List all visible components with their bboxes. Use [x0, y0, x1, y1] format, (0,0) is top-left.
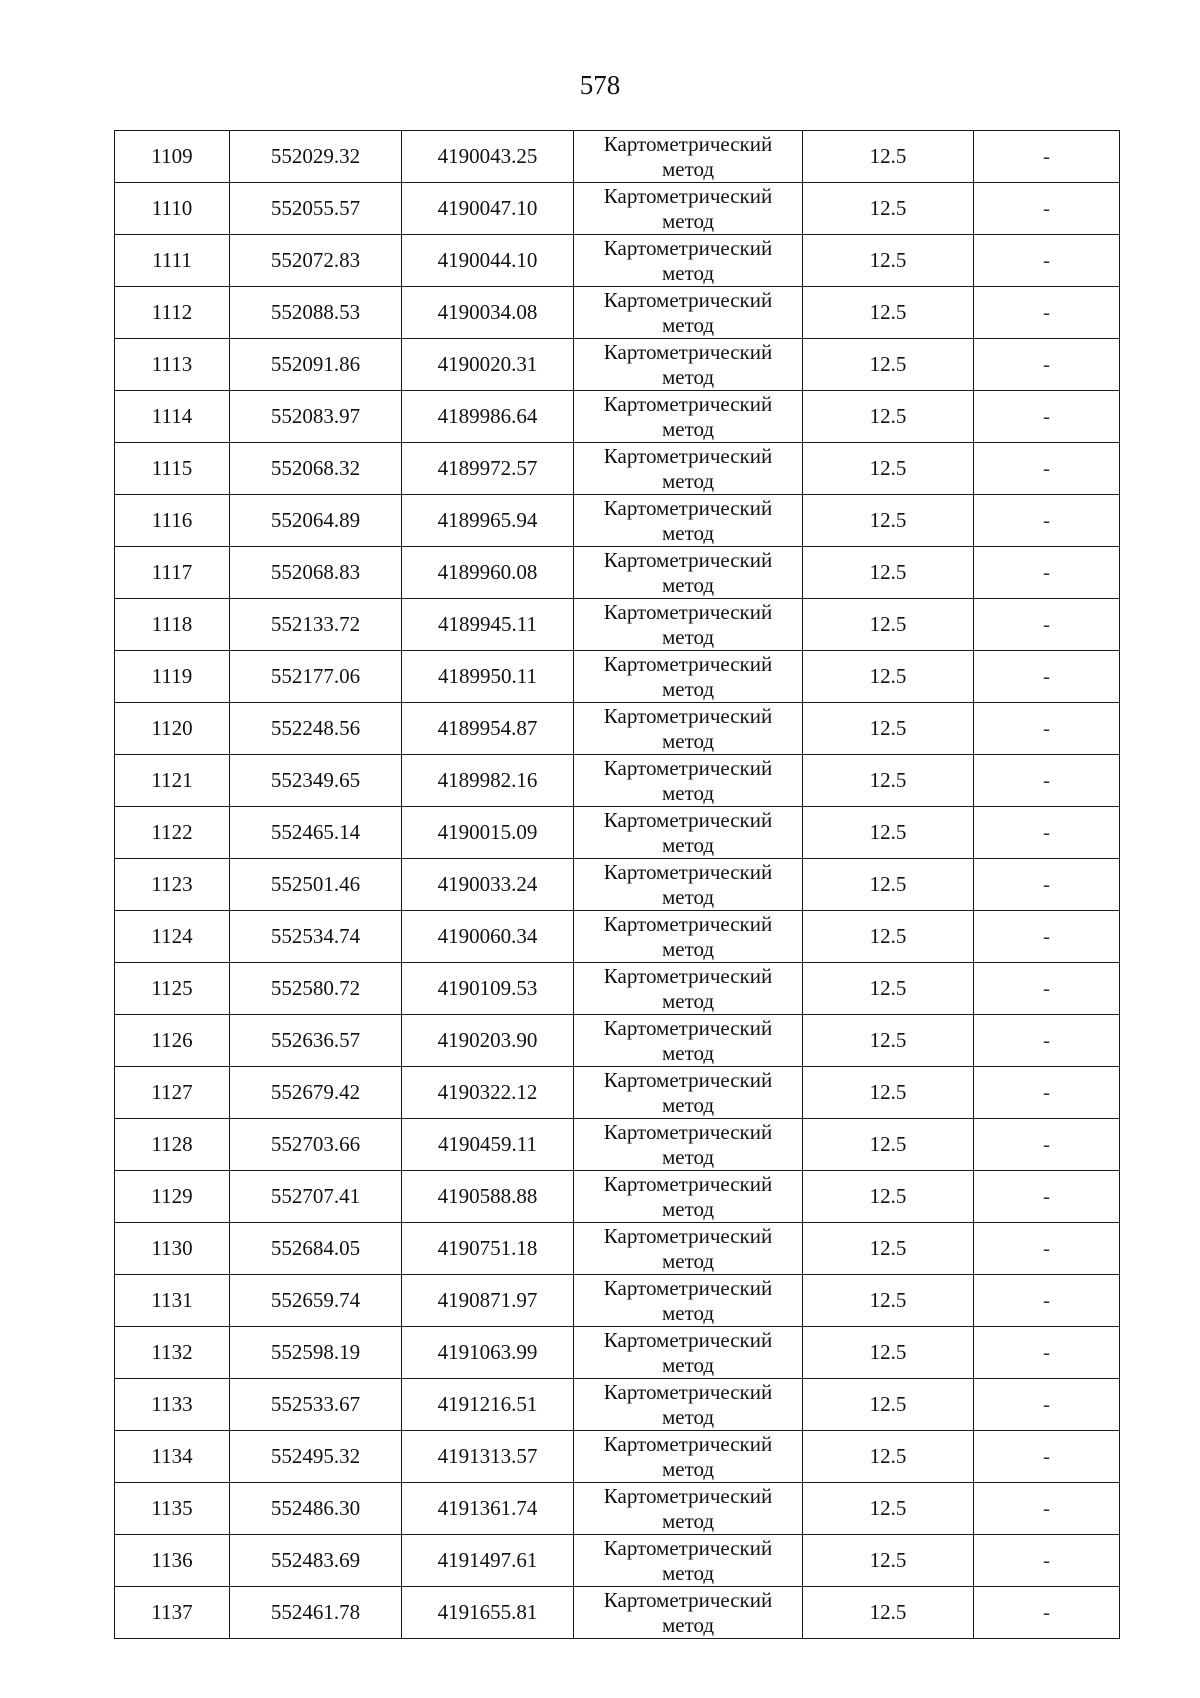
method-label-line2: метод	[661, 1508, 715, 1533]
method-cell	[574, 1223, 803, 1275]
precision-cell: 12.5	[803, 1223, 974, 1275]
method-label-line1: Картометрический	[603, 183, 773, 208]
table-row	[115, 1067, 1120, 1119]
note-cell: -	[974, 1067, 1120, 1119]
y-coordinate-cell: 4189972.57	[402, 443, 574, 495]
point-number-cell: 1110	[115, 183, 230, 235]
x-coordinate-cell: 552534.74	[230, 911, 402, 963]
x-coordinate-cell: 552055.57	[230, 183, 402, 235]
method-label-line2: метод	[661, 884, 715, 909]
method-label-line2: метод	[661, 416, 715, 441]
method-label-line1: Картометрический	[603, 1067, 773, 1092]
page-number: 578	[579, 70, 621, 100]
method-label-line2: метод	[661, 156, 715, 181]
method-label-line2: метод	[661, 780, 715, 805]
precision-cell: 12.5	[803, 391, 974, 443]
table-row	[115, 443, 1120, 495]
method-cell	[574, 547, 803, 599]
method-label-line1: Картометрический	[603, 1223, 773, 1248]
method-label-line2: метод	[661, 1144, 715, 1169]
y-coordinate-cell: 4190588.88	[402, 1171, 574, 1223]
method-label-line2: метод	[661, 1196, 715, 1221]
method-cell	[574, 1535, 803, 1587]
note-cell: -	[974, 183, 1120, 235]
x-coordinate-cell: 552091.86	[230, 339, 402, 391]
y-coordinate-cell: 4190047.10	[402, 183, 574, 235]
method-label-line1: Картометрический	[603, 1535, 773, 1560]
method-label-line2: метод	[661, 1092, 715, 1117]
precision-cell: 12.5	[803, 703, 974, 755]
method-label-line1: Картометрический	[603, 131, 773, 156]
note-cell: -	[974, 131, 1120, 183]
method-label-line1: Картометрический	[603, 859, 773, 884]
y-coordinate-cell: 4190109.53	[402, 963, 574, 1015]
method-label-line1: Картометрический	[603, 1587, 773, 1612]
point-number-cell: 1136	[115, 1535, 230, 1587]
point-number-cell: 1127	[115, 1067, 230, 1119]
method-cell	[574, 651, 803, 703]
x-coordinate-cell: 552068.83	[230, 547, 402, 599]
method-label-line2: метод	[661, 1040, 715, 1065]
method-label-line2: метод	[661, 988, 715, 1013]
y-coordinate-cell: 4190203.90	[402, 1015, 574, 1067]
x-coordinate-cell: 552068.32	[230, 443, 402, 495]
method-label-line1: Картометрический	[603, 1119, 773, 1144]
precision-cell: 12.5	[803, 807, 974, 859]
method-label-line1: Картометрический	[603, 235, 773, 260]
note-cell: -	[974, 1223, 1120, 1275]
method-label-line1: Картометрический	[603, 1327, 773, 1352]
note-cell: -	[974, 1327, 1120, 1379]
method-label-line1: Картометрический	[603, 807, 773, 832]
note-cell: -	[974, 287, 1120, 339]
method-label-line2: метод	[661, 312, 715, 337]
method-label-line2: метод	[661, 1404, 715, 1429]
point-number-cell: 1114	[115, 391, 230, 443]
method-label-line2: метод	[661, 520, 715, 545]
x-coordinate-cell: 552483.69	[230, 1535, 402, 1587]
x-coordinate-cell: 552580.72	[230, 963, 402, 1015]
table-row	[115, 755, 1120, 807]
method-label-line2: метод	[661, 936, 715, 961]
x-coordinate-cell: 552679.42	[230, 1067, 402, 1119]
method-label-line1: Картометрический	[603, 443, 773, 468]
x-coordinate-cell: 552088.53	[230, 287, 402, 339]
table-row	[115, 859, 1120, 911]
table-row	[115, 339, 1120, 391]
x-coordinate-cell: 552349.65	[230, 755, 402, 807]
point-number-cell: 1132	[115, 1327, 230, 1379]
method-cell	[574, 339, 803, 391]
x-coordinate-cell: 552495.32	[230, 1431, 402, 1483]
x-coordinate-cell: 552064.89	[230, 495, 402, 547]
point-number-cell: 1135	[115, 1483, 230, 1535]
table-row	[115, 1327, 1120, 1379]
precision-cell: 12.5	[803, 1015, 974, 1067]
method-cell	[574, 287, 803, 339]
point-number-cell: 1121	[115, 755, 230, 807]
y-coordinate-cell: 4190043.25	[402, 131, 574, 183]
x-coordinate-cell: 552465.14	[230, 807, 402, 859]
coordinates-table	[114, 130, 1120, 1639]
table-row	[115, 651, 1120, 703]
y-coordinate-cell: 4190459.11	[402, 1119, 574, 1171]
method-label-line2: метод	[661, 1560, 715, 1585]
point-number-cell: 1125	[115, 963, 230, 1015]
method-cell	[574, 599, 803, 651]
method-label-line1: Картометрический	[603, 339, 773, 364]
method-label-line2: метод	[661, 1300, 715, 1325]
note-cell: -	[974, 963, 1120, 1015]
y-coordinate-cell: 4191361.74	[402, 1483, 574, 1535]
point-number-cell: 1120	[115, 703, 230, 755]
method-cell	[574, 755, 803, 807]
table-row	[115, 1483, 1120, 1535]
point-number-cell: 1126	[115, 1015, 230, 1067]
x-coordinate-cell: 552177.06	[230, 651, 402, 703]
method-label-line1: Картометрический	[603, 1379, 773, 1404]
point-number-cell: 1122	[115, 807, 230, 859]
x-coordinate-cell: 552248.56	[230, 703, 402, 755]
y-coordinate-cell: 4191655.81	[402, 1587, 574, 1639]
note-cell: -	[974, 1275, 1120, 1327]
method-label-line1: Картометрический	[603, 911, 773, 936]
method-cell	[574, 1327, 803, 1379]
precision-cell: 12.5	[803, 1587, 974, 1639]
point-number-cell: 1115	[115, 443, 230, 495]
method-cell	[574, 443, 803, 495]
method-label-line1: Картометрический	[603, 755, 773, 780]
method-cell	[574, 703, 803, 755]
method-label-line2: метод	[661, 624, 715, 649]
precision-cell: 12.5	[803, 651, 974, 703]
table-row	[115, 235, 1120, 287]
table-row	[115, 911, 1120, 963]
note-cell: -	[974, 495, 1120, 547]
method-cell	[574, 963, 803, 1015]
method-label-line2: метод	[661, 728, 715, 753]
table-row	[115, 1587, 1120, 1639]
point-number-cell: 1118	[115, 599, 230, 651]
note-cell: -	[974, 1431, 1120, 1483]
point-number-cell: 1112	[115, 287, 230, 339]
table-row	[115, 131, 1120, 183]
y-coordinate-cell: 4189986.64	[402, 391, 574, 443]
point-number-cell: 1119	[115, 651, 230, 703]
y-coordinate-cell: 4189960.08	[402, 547, 574, 599]
precision-cell: 12.5	[803, 495, 974, 547]
table-row	[115, 495, 1120, 547]
precision-cell: 12.5	[803, 1379, 974, 1431]
y-coordinate-cell: 4189950.11	[402, 651, 574, 703]
x-coordinate-cell: 552461.78	[230, 1587, 402, 1639]
method-label-line2: метод	[661, 1456, 715, 1481]
table-row	[115, 1119, 1120, 1171]
point-number-cell: 1128	[115, 1119, 230, 1171]
y-coordinate-cell: 4191497.61	[402, 1535, 574, 1587]
note-cell: -	[974, 651, 1120, 703]
method-label-line1: Картометрический	[603, 391, 773, 416]
x-coordinate-cell: 552029.32	[230, 131, 402, 183]
table-row	[115, 599, 1120, 651]
note-cell: -	[974, 703, 1120, 755]
point-number-cell: 1130	[115, 1223, 230, 1275]
x-coordinate-cell: 552486.30	[230, 1483, 402, 1535]
method-cell	[574, 859, 803, 911]
table-row	[115, 1431, 1120, 1483]
method-label-line1: Картометрический	[603, 651, 773, 676]
precision-cell: 12.5	[803, 235, 974, 287]
table-row	[115, 287, 1120, 339]
method-cell	[574, 1587, 803, 1639]
note-cell: -	[974, 547, 1120, 599]
method-label-line1: Картометрический	[603, 1015, 773, 1040]
method-cell	[574, 1119, 803, 1171]
y-coordinate-cell: 4189982.16	[402, 755, 574, 807]
point-number-cell: 1134	[115, 1431, 230, 1483]
note-cell: -	[974, 911, 1120, 963]
table-body	[115, 131, 1120, 1639]
note-cell: -	[974, 1535, 1120, 1587]
table-row	[115, 963, 1120, 1015]
note-cell: -	[974, 1483, 1120, 1535]
x-coordinate-cell: 552636.57	[230, 1015, 402, 1067]
method-label-line1: Картометрический	[603, 1171, 773, 1196]
note-cell: -	[974, 443, 1120, 495]
y-coordinate-cell: 4191313.57	[402, 1431, 574, 1483]
point-number-cell: 1129	[115, 1171, 230, 1223]
method-cell	[574, 131, 803, 183]
table-row	[115, 391, 1120, 443]
precision-cell: 12.5	[803, 1327, 974, 1379]
method-label-line1: Картометрический	[603, 547, 773, 572]
point-number-cell: 1123	[115, 859, 230, 911]
precision-cell: 12.5	[803, 183, 974, 235]
method-label-line2: метод	[661, 676, 715, 701]
note-cell: -	[974, 1587, 1120, 1639]
method-cell	[574, 1275, 803, 1327]
table-row	[115, 1379, 1120, 1431]
table-row	[115, 547, 1120, 599]
x-coordinate-cell: 552133.72	[230, 599, 402, 651]
method-label-line1: Картометрический	[603, 1275, 773, 1300]
note-cell: -	[974, 859, 1120, 911]
method-cell	[574, 1483, 803, 1535]
method-cell	[574, 1171, 803, 1223]
y-coordinate-cell: 4190015.09	[402, 807, 574, 859]
note-cell: -	[974, 235, 1120, 287]
note-cell: -	[974, 755, 1120, 807]
precision-cell: 12.5	[803, 1431, 974, 1483]
precision-cell: 12.5	[803, 755, 974, 807]
method-label-line2: метод	[661, 1248, 715, 1273]
precision-cell: 12.5	[803, 1119, 974, 1171]
note-cell: -	[974, 599, 1120, 651]
method-cell	[574, 391, 803, 443]
note-cell: -	[974, 1015, 1120, 1067]
method-cell	[574, 235, 803, 287]
method-label-line2: метод	[661, 572, 715, 597]
table-row	[115, 1535, 1120, 1587]
method-label-line2: метод	[661, 1612, 715, 1637]
y-coordinate-cell: 4189954.87	[402, 703, 574, 755]
method-cell	[574, 183, 803, 235]
note-cell: -	[974, 339, 1120, 391]
y-coordinate-cell: 4190871.97	[402, 1275, 574, 1327]
point-number-cell: 1133	[115, 1379, 230, 1431]
y-coordinate-cell: 4191063.99	[402, 1327, 574, 1379]
x-coordinate-cell: 552598.19	[230, 1327, 402, 1379]
precision-cell: 12.5	[803, 911, 974, 963]
table-row	[115, 703, 1120, 755]
point-number-cell: 1137	[115, 1587, 230, 1639]
y-coordinate-cell: 4190322.12	[402, 1067, 574, 1119]
y-coordinate-cell: 4190033.24	[402, 859, 574, 911]
x-coordinate-cell: 552659.74	[230, 1275, 402, 1327]
method-label-line2: метод	[661, 1352, 715, 1377]
method-cell	[574, 1067, 803, 1119]
point-number-cell: 1131	[115, 1275, 230, 1327]
table-row	[115, 1171, 1120, 1223]
method-label-line2: метод	[661, 260, 715, 285]
precision-cell: 12.5	[803, 287, 974, 339]
precision-cell: 12.5	[803, 1535, 974, 1587]
note-cell: -	[974, 1171, 1120, 1223]
x-coordinate-cell: 552533.67	[230, 1379, 402, 1431]
point-number-cell: 1116	[115, 495, 230, 547]
precision-cell: 12.5	[803, 963, 974, 1015]
point-number-cell: 1109	[115, 131, 230, 183]
precision-cell: 12.5	[803, 859, 974, 911]
method-label-line1: Картометрический	[603, 599, 773, 624]
x-coordinate-cell: 552703.66	[230, 1119, 402, 1171]
method-cell	[574, 495, 803, 547]
precision-cell: 12.5	[803, 1067, 974, 1119]
y-coordinate-cell: 4190060.34	[402, 911, 574, 963]
note-cell: -	[974, 807, 1120, 859]
method-cell	[574, 1379, 803, 1431]
method-label-line2: метод	[661, 832, 715, 857]
x-coordinate-cell: 552707.41	[230, 1171, 402, 1223]
y-coordinate-cell: 4190034.08	[402, 287, 574, 339]
y-coordinate-cell: 4190044.10	[402, 235, 574, 287]
point-number-cell: 1111	[115, 235, 230, 287]
method-cell	[574, 807, 803, 859]
precision-cell: 12.5	[803, 339, 974, 391]
table-row	[115, 1275, 1120, 1327]
point-number-cell: 1117	[115, 547, 230, 599]
point-number-cell: 1113	[115, 339, 230, 391]
precision-cell: 12.5	[803, 1275, 974, 1327]
y-coordinate-cell: 4189965.94	[402, 495, 574, 547]
table-row	[115, 183, 1120, 235]
precision-cell: 12.5	[803, 547, 974, 599]
method-cell	[574, 911, 803, 963]
precision-cell: 12.5	[803, 1171, 974, 1223]
method-label-line1: Картометрический	[603, 1483, 773, 1508]
x-coordinate-cell: 552501.46	[230, 859, 402, 911]
precision-cell: 12.5	[803, 599, 974, 651]
x-coordinate-cell: 552684.05	[230, 1223, 402, 1275]
precision-cell: 12.5	[803, 1483, 974, 1535]
method-cell	[574, 1431, 803, 1483]
y-coordinate-cell: 4190020.31	[402, 339, 574, 391]
method-cell	[574, 1015, 803, 1067]
y-coordinate-cell: 4191216.51	[402, 1379, 574, 1431]
method-label-line1: Картометрический	[603, 963, 773, 988]
point-number-cell: 1124	[115, 911, 230, 963]
precision-cell: 12.5	[803, 131, 974, 183]
method-label-line1: Картометрический	[603, 703, 773, 728]
method-label-line2: метод	[661, 364, 715, 389]
note-cell: -	[974, 1379, 1120, 1431]
y-coordinate-cell: 4190751.18	[402, 1223, 574, 1275]
method-label-line1: Картометрический	[603, 287, 773, 312]
table-row	[115, 1223, 1120, 1275]
table-row	[115, 1015, 1120, 1067]
method-label-line1: Картометрический	[603, 1431, 773, 1456]
method-label-line2: метод	[661, 208, 715, 233]
precision-cell: 12.5	[803, 443, 974, 495]
note-cell: -	[974, 391, 1120, 443]
y-coordinate-cell: 4189945.11	[402, 599, 574, 651]
x-coordinate-cell: 552083.97	[230, 391, 402, 443]
method-label-line2: метод	[661, 468, 715, 493]
note-cell: -	[974, 1119, 1120, 1171]
table-row	[115, 807, 1120, 859]
x-coordinate-cell: 552072.83	[230, 235, 402, 287]
method-label-line1: Картометрический	[603, 495, 773, 520]
